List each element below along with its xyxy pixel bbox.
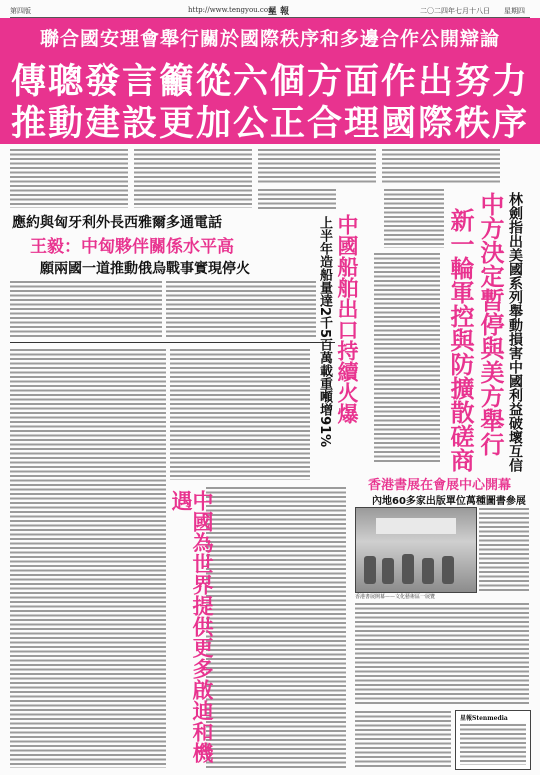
bookfair-story-body-a bbox=[479, 507, 529, 591]
arms-story-kicker: 林劍指出美國系列舉動損害中國利益破壞互信 bbox=[507, 192, 523, 472]
publisher-info-body bbox=[460, 723, 526, 765]
issue-date: 二〇二四年七月十八日 bbox=[420, 7, 490, 15]
lead-story-body-col-1 bbox=[10, 148, 128, 208]
publisher-info-box bbox=[455, 710, 531, 770]
arms-story-headline-2: 新一輪軍控與防擴散磋商 bbox=[446, 208, 474, 472]
opportunity-story-body bbox=[206, 486, 346, 768]
left-story-body-a bbox=[10, 280, 162, 338]
arms-story-headline-1: 中方決定暫停與美方舉行 bbox=[476, 192, 504, 456]
left-story-subhead: 願兩國一道推動俄烏戰事實現停火 bbox=[40, 261, 250, 277]
lead-story-kicker: 聯合國安理會舉行關於國際秩序和多邊合作公開辯論 bbox=[39, 28, 500, 50]
lead-story-body-col-5 bbox=[258, 188, 336, 210]
lead-story-headline-1: 傳聰發言籲從六個方面作出努力 bbox=[10, 62, 529, 102]
lead-story-body-col-3 bbox=[258, 148, 376, 184]
bookfair-photo bbox=[355, 507, 477, 593]
bookfair-story-body-c bbox=[355, 710, 451, 768]
bookfair-photo-caption: 香港書展開幕——文化藝術區一展覽 bbox=[355, 594, 436, 600]
bookfair-story-body-b bbox=[355, 602, 529, 706]
lead-story-headline-2: 推動建設更加公正合理國際秩序 bbox=[10, 104, 529, 144]
lead-story-body-col-2 bbox=[134, 148, 252, 208]
section-divider bbox=[10, 342, 335, 343]
website-url[interactable]: http://www.tengyou.com bbox=[188, 6, 275, 14]
lead-story-body-col-6 bbox=[384, 188, 444, 248]
publisher-info-title: 星報Stenmedia bbox=[460, 715, 508, 722]
opportunity-story-headline: 中國為世界提供更多啟迪和機遇 bbox=[169, 490, 214, 763]
lead-story-banner bbox=[0, 18, 540, 144]
ship-story-body-col-1 bbox=[10, 348, 166, 768]
page-header-bar bbox=[10, 3, 530, 18]
arms-story-body bbox=[374, 252, 440, 464]
page-number: 第四版 bbox=[10, 7, 31, 15]
bookfair-story-subhead: 內地60多家出版單位萬種圖書參展 bbox=[372, 496, 526, 507]
bookfair-story-headline: 香港書展在會展中心開幕 bbox=[368, 478, 512, 493]
lead-story-body-col-4 bbox=[382, 148, 500, 184]
ship-story-body-col-2 bbox=[170, 348, 310, 480]
paper-name: 星 報 bbox=[268, 7, 290, 17]
left-story-headline: 王毅：中匈夥伴關係水平高 bbox=[30, 237, 234, 257]
ship-story-headline: 中國船舶出口持續火爆 bbox=[335, 214, 359, 424]
ship-story-subhead: 上半年造船量達2千5百萬載重噸增91% bbox=[317, 216, 332, 448]
issue-weekday: 星期四 bbox=[504, 7, 525, 15]
left-story-kicker: 應約與匈牙利外長西雅爾多通電話 bbox=[12, 215, 222, 231]
left-story-body-b bbox=[166, 280, 316, 338]
